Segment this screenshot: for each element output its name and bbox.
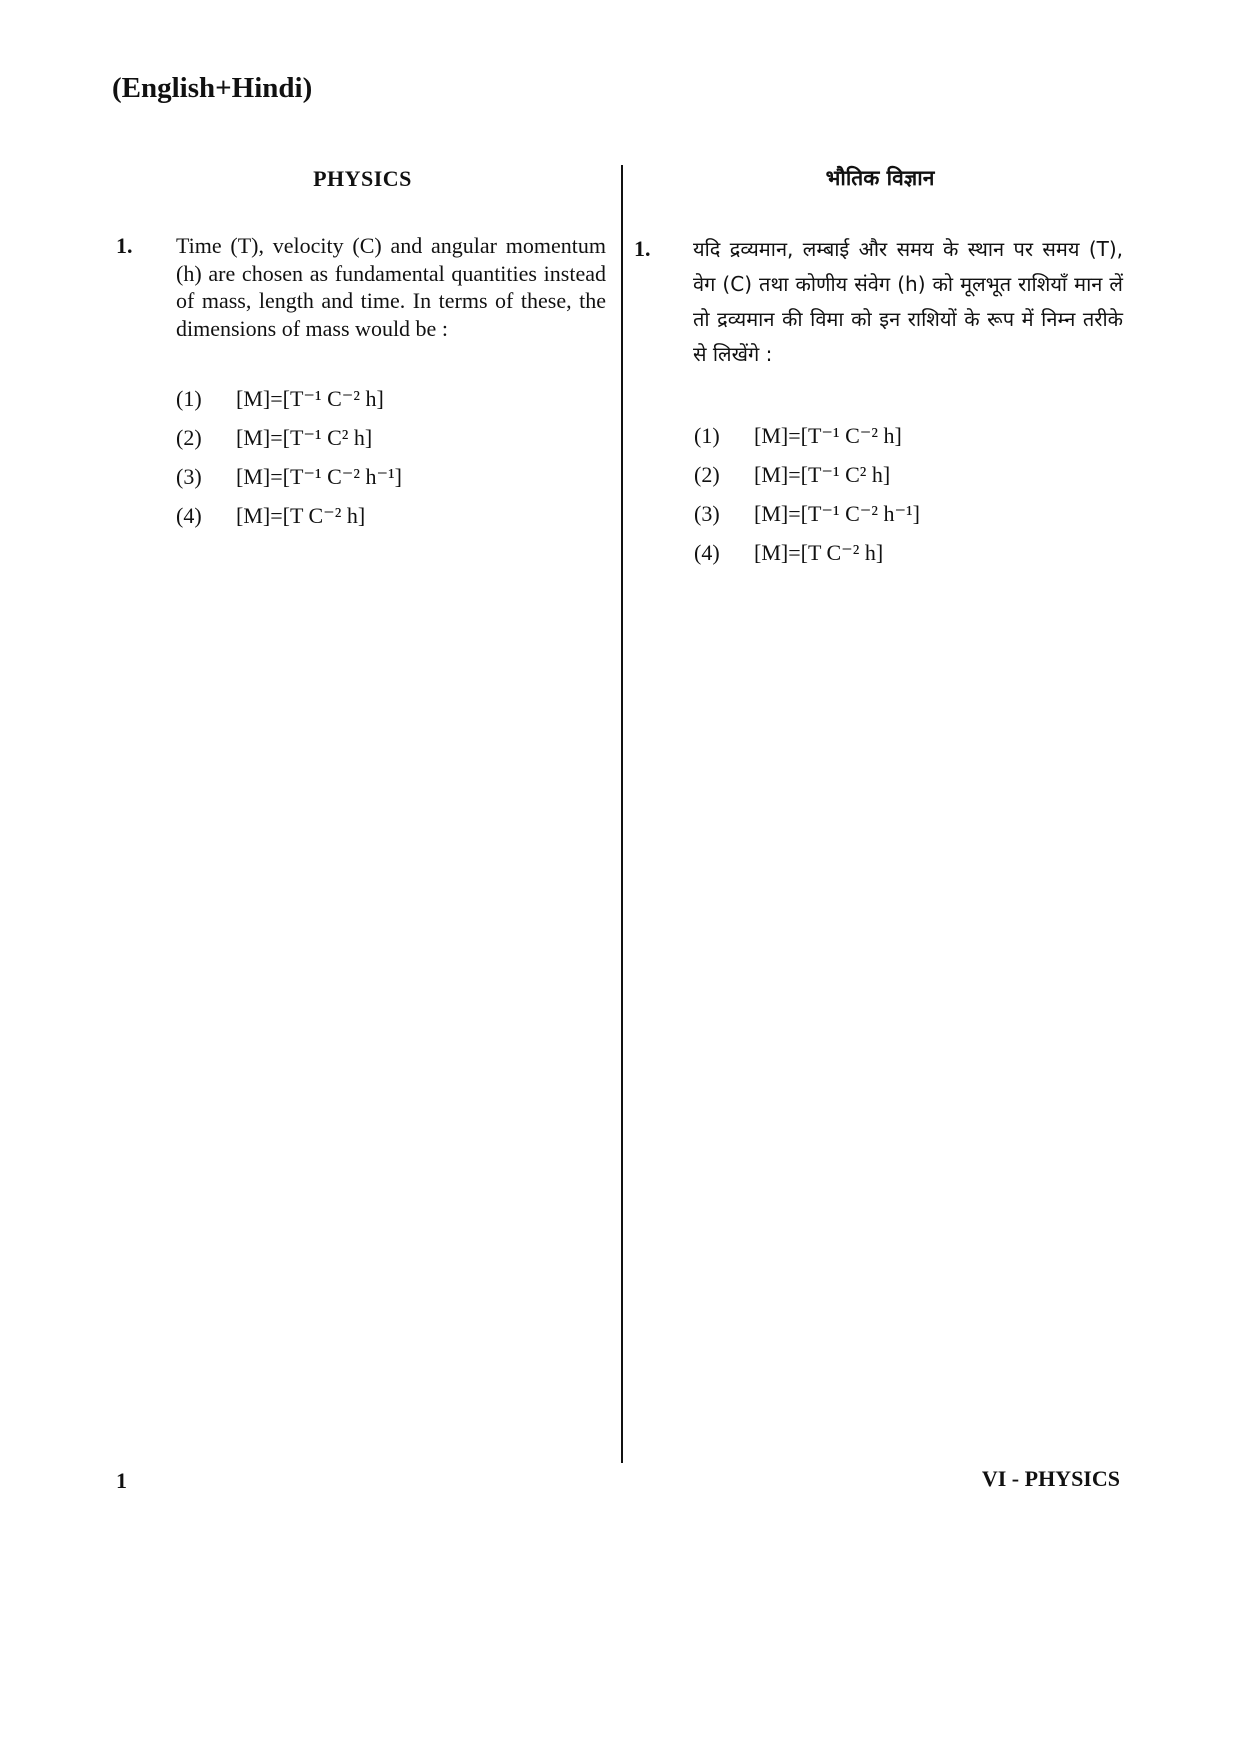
question-number-hindi: 1. [634,236,651,261]
option-formula: [M]=[T⁻¹ C⁻² h⁻¹] [236,463,403,489]
question-text-english: Time (T), velocity (C) and angular momentum (h) are chosen as fundamental quantities instead of mass, length and time. In terms of these, the dimensions of mass would be : [176,233,606,341]
option-4-hindi [694,533,920,572]
option-2-hindi [694,455,920,494]
page-number: 1 [116,1468,127,1493]
option-1-hindi [694,416,920,455]
option-1-english [176,379,402,418]
option-4-english [176,496,402,535]
option-2-english [176,418,402,457]
column-divider [621,165,623,1463]
option-label: (2) [176,424,202,450]
option-formula: [M]=[T⁻¹ C² h] [754,461,891,487]
option-3-hindi [694,494,920,533]
question-text-hindi: यदि द्रव्यमान, लम्बाई और समय के स्थान पर समय (T), वेग (C) तथा कोणीय संवेग (h) को मूलभूत राशियाँ मान लें तो द्रव्यमान की विमा को इन राशियों के रूप में निम्न तरीके से लिखेंगे : [693,237,1123,366]
option-label: (3) [176,463,202,489]
option-formula: [M]=[T⁻¹ C⁻² h] [236,385,384,411]
option-formula: [M]=[T C⁻² h] [754,539,884,565]
option-label: (4) [694,539,720,565]
option-label: (3) [694,500,720,526]
page-header-language: (English+Hindi) [112,72,313,104]
option-label: (1) [176,385,202,411]
option-formula: [M]=[T⁻¹ C⁻² h] [754,422,902,448]
paper-code: VI - PHYSICS [981,1466,1120,1491]
question-number-english: 1. [116,233,133,258]
option-formula: [M]=[T C⁻² h] [236,502,366,528]
option-3-english [176,457,402,496]
option-label: (4) [176,502,202,528]
option-label: (1) [694,422,720,448]
section-title-english: PHYSICS [313,166,412,191]
section-title-hindi: भौतिक विज्ञान [825,166,935,190]
options-list-hindi [694,416,920,572]
option-formula: [M]=[T⁻¹ C⁻² h⁻¹] [754,500,921,526]
option-formula: [M]=[T⁻¹ C² h] [236,424,373,450]
options-list-english [176,379,402,535]
option-label: (2) [694,461,720,487]
